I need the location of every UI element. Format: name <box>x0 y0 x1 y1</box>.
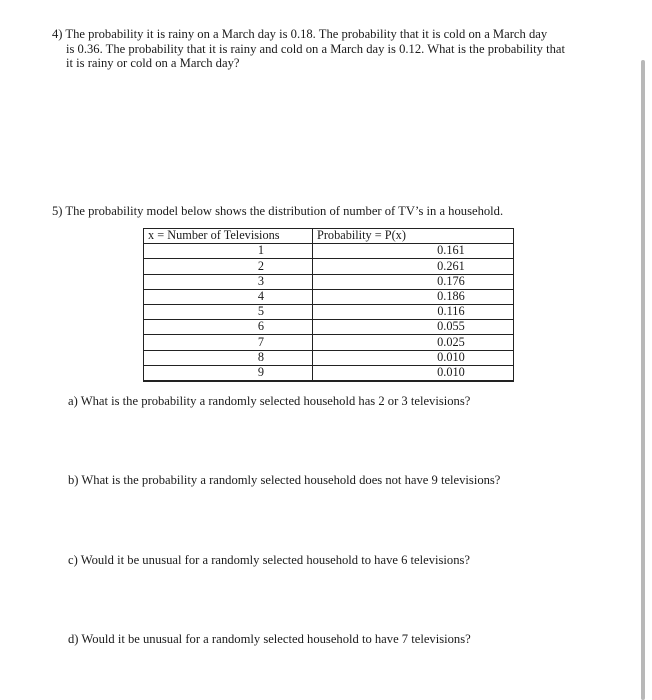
question-5b: b) What is the probability a randomly selected household does not have 9 televisions? <box>68 473 501 487</box>
table-row <box>144 365 514 381</box>
cell-probability: 0.186 <box>313 289 514 304</box>
cell-x: 8 <box>144 350 313 365</box>
cell-probability: 0.010 <box>313 365 514 381</box>
probability-table <box>143 228 514 382</box>
cell-probability: 0.116 <box>313 304 514 319</box>
table-row <box>144 244 514 259</box>
question-4-line-2: is 0.36. The probability that it is rainy and cold on a March day is 0.12. What is the probability that <box>66 41 565 56</box>
cell-probability: 0.161 <box>313 244 514 259</box>
cell-x: 6 <box>144 320 313 335</box>
table-row <box>144 259 514 274</box>
cell-probability: 0.055 <box>313 320 514 335</box>
question-5d: d) Would it be unusual for a randomly selected household to have 7 televisions? <box>68 632 471 646</box>
question-4-line-3: it is rainy or cold on a March day? <box>66 56 240 70</box>
header-x: x = Number of Televisions <box>144 229 313 244</box>
table-row <box>144 335 514 350</box>
cell-probability: 0.261 <box>313 259 514 274</box>
cell-x: 7 <box>144 335 313 350</box>
table-row <box>144 320 514 335</box>
question-5a: a) What is the probability a randomly selected household has 2 or 3 televisions? <box>68 394 471 408</box>
question-4 <box>52 27 565 71</box>
cell-x: 3 <box>144 274 313 289</box>
table-row <box>144 274 514 289</box>
question-5c: c) Would it be unusual for a randomly selected household to have 6 televisions? <box>68 553 471 567</box>
cell-probability: 0.010 <box>313 350 514 365</box>
table-header-row <box>144 229 514 244</box>
cell-x: 2 <box>144 259 313 274</box>
table-row <box>144 350 514 365</box>
cell-x: 9 <box>144 365 313 381</box>
cell-x: 5 <box>144 304 313 319</box>
question-5-intro: 5) The probability model below shows the distribution of number of TV’s in a household. <box>52 204 504 218</box>
cell-probability: 0.025 <box>313 335 514 350</box>
header-probability: Probability = P(x) <box>313 229 514 244</box>
cell-probability: 0.176 <box>313 274 514 289</box>
table-row <box>144 289 514 304</box>
table-row <box>144 304 514 319</box>
cell-x: 4 <box>144 289 313 304</box>
question-4-line-1: 4) The probability it is rainy on a March day is 0.18. The probability that it is cold on a March day <box>52 27 548 41</box>
vertical-scrollbar[interactable] <box>641 60 645 700</box>
cell-x: 1 <box>144 244 313 259</box>
